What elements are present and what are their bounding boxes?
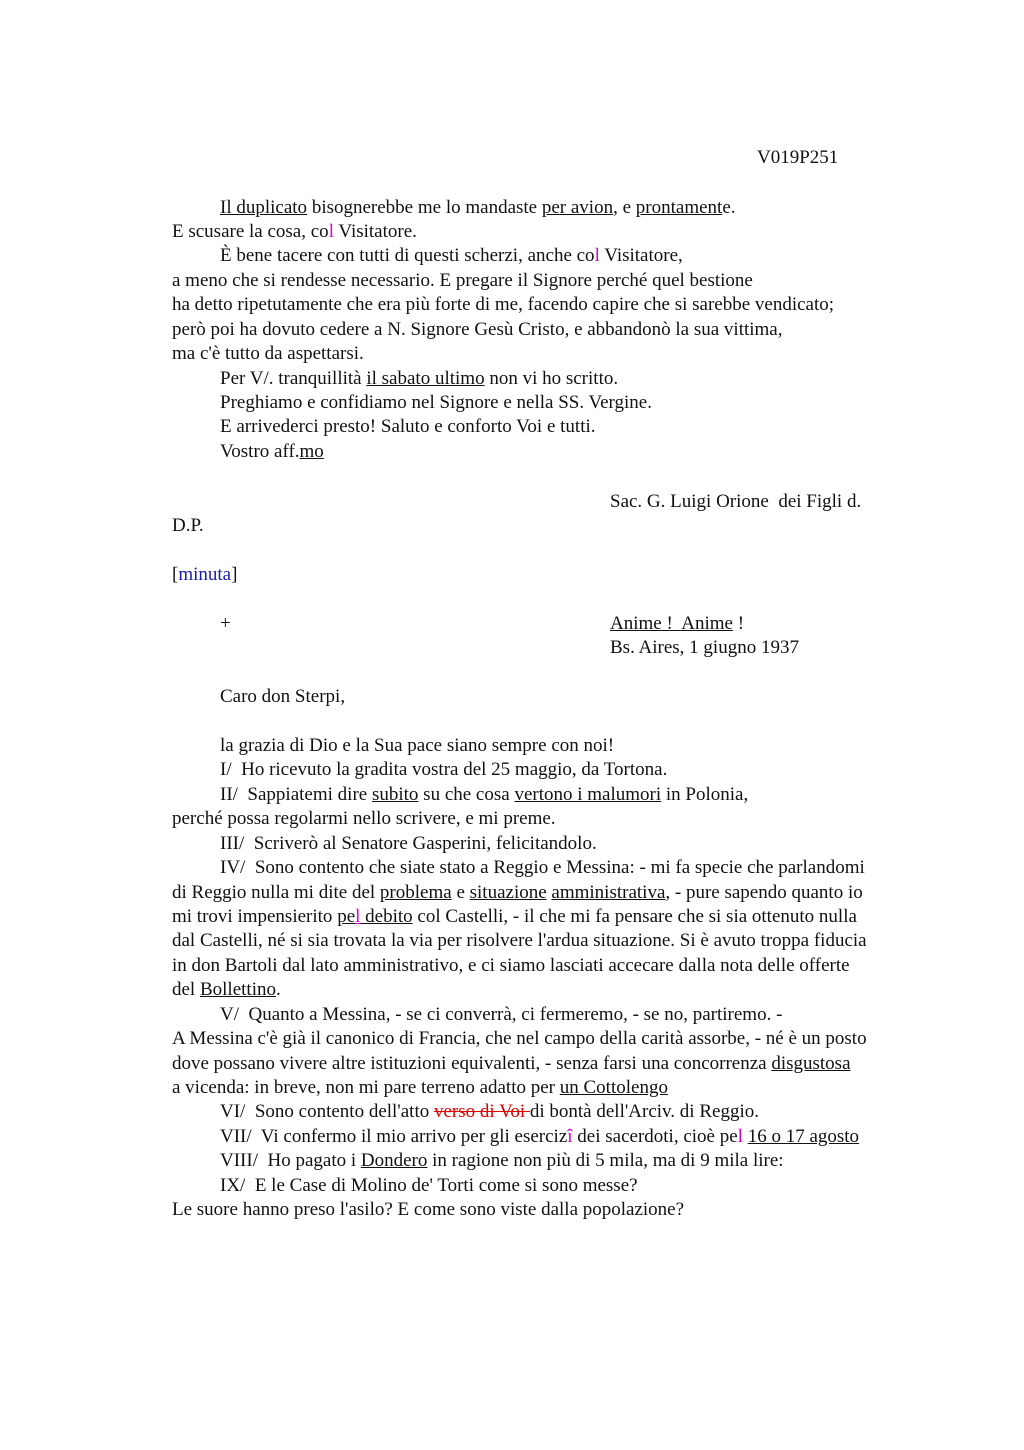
text-span: di Reggio nulla mi dite del xyxy=(172,882,380,903)
text-line xyxy=(220,440,324,464)
text-line: Le suore hanno preso l'asilo? E come sono viste dalla popolazione? xyxy=(172,1199,685,1220)
text-line xyxy=(220,1125,859,1149)
text-span: Per V/. tranquillità xyxy=(220,368,367,389)
correction-letter: l xyxy=(594,245,600,266)
text-span: mi trovi impensierito xyxy=(172,906,338,927)
text-line: ha detto ripetutamente che era più forte di me, facendo capire che si sarebbe vendicato; xyxy=(172,294,835,315)
text-span: . xyxy=(275,979,281,1000)
text-line: Preghiamo e confidiamo nel Signore e nella SS. Vergine. xyxy=(220,392,652,413)
text-line xyxy=(220,244,683,268)
text-span: dei sacerdoti, cioè pe xyxy=(572,1126,738,1147)
text-span: È bene tacere con tutti di questi scherzi, anche co xyxy=(220,245,595,266)
underlined-text: amministrativa xyxy=(551,882,666,903)
text-line: IV/ Sono contento che siate stato a Reggio e Messina: - mi fa specie che parlandomi xyxy=(220,857,865,878)
text-line xyxy=(220,367,618,391)
text-span: II/ Sappiatemi dire xyxy=(220,784,372,805)
text-span: su che cosa xyxy=(418,784,515,805)
text-span: Vostro aff. xyxy=(220,441,300,462)
text-line xyxy=(172,1076,668,1100)
cross-symbol: + xyxy=(220,613,231,634)
text-span: ! xyxy=(732,613,745,634)
underlined-text: Anime ! Anime xyxy=(610,613,733,634)
underlined-text: Dondero xyxy=(360,1150,428,1171)
text-span: bisognerebbe me lo mandaste xyxy=(307,197,542,218)
text-line: V/ Quanto a Messina, - se ci converrà, ci fermeremo, - se no, partiremo. - xyxy=(220,1004,783,1025)
minuta-word: minuta xyxy=(178,564,232,585)
underlined-text: per avion xyxy=(541,197,614,218)
underlined-text: mo xyxy=(299,441,324,462)
text-span: e. xyxy=(722,197,736,218)
underlined-text: vertono i malumori xyxy=(514,784,662,805)
underlined-text: situazione xyxy=(469,882,547,903)
text-line xyxy=(220,1100,759,1124)
text-line xyxy=(220,783,748,807)
motto xyxy=(610,612,744,636)
underlined-text: un Cottolengo xyxy=(559,1077,668,1098)
text-span: del xyxy=(172,979,200,1000)
underlined-text: Il duplicato xyxy=(220,197,308,218)
bracket: [ xyxy=(172,564,179,585)
text-span: Visitatore. xyxy=(333,221,417,242)
underlined-text: 16 o 17 agosto xyxy=(747,1126,860,1147)
text-line: ma c'è tutto da aspettarsi. xyxy=(172,343,364,364)
text-span: VIII/ Ho pagato i xyxy=(220,1150,361,1171)
text-line xyxy=(172,978,281,1002)
correction-letter: l xyxy=(737,1126,743,1147)
underlined-text: problema xyxy=(379,882,452,903)
underlined-text: il sabato ultimo xyxy=(366,368,485,389)
underlined-text: debito xyxy=(360,906,413,927)
text-span: in Polonia, xyxy=(661,784,749,805)
text-span: dove possano vivere altre istituzioni equivalenti, - senza farsi una concorrenza xyxy=(172,1053,772,1074)
text-line: dal Castelli, né si sia trovata la via per risolvere l'ardua situazione. Si è avuto troppa fiducia xyxy=(172,930,867,951)
text-span: , e xyxy=(613,197,636,218)
bracket: ] xyxy=(231,564,238,585)
text-span: in ragione non più di 5 mila, ma di 9 mila lire: xyxy=(427,1150,784,1171)
salutation: Caro don Sterpi, xyxy=(220,686,346,707)
signature-continued: D.P. xyxy=(172,515,204,536)
text-span: , - pure sapendo quanto io xyxy=(665,882,863,903)
text-line xyxy=(172,1052,851,1076)
text-line xyxy=(172,220,417,244)
text-span: VI/ Sono contento dell'atto xyxy=(220,1101,434,1122)
text-line: a meno che si rendesse necessario. E pregare il Signore perché quel bestione xyxy=(172,270,753,291)
struck-text: verso di Voi xyxy=(433,1101,530,1122)
text-line: perché possa regolarmi nello scrivere, e mi preme. xyxy=(172,808,556,829)
text-span: non vi ho scritto. xyxy=(484,368,619,389)
correction-letter: î xyxy=(567,1126,573,1147)
underlined-text: disgustosa xyxy=(771,1053,851,1074)
underlined-text: pe xyxy=(337,906,356,927)
signature: Sac. G. Luigi Orione dei Figli d. xyxy=(610,491,862,512)
text-line xyxy=(220,1149,784,1173)
correction-letter: l xyxy=(355,906,361,927)
text-line xyxy=(172,881,863,905)
correction-letter: l xyxy=(328,221,334,242)
place-date: Bs. Aires, 1 giugno 1937 xyxy=(610,637,799,658)
text-span: a vicenda: in breve, non mi pare terreno adatto per xyxy=(172,1077,560,1098)
text-line: IX/ E le Case di Molino de' Torti come si sono messe? xyxy=(220,1175,638,1196)
text-line: III/ Scriverò al Senatore Gasperini, felicitandolo. xyxy=(220,833,597,854)
text-line xyxy=(172,905,857,929)
text-line: la grazia di Dio e la Sua pace siano sempre con noi! xyxy=(220,735,615,756)
text-line: in don Bartoli dal lato amministrativo, e ci siamo lasciati accecare dalla nota delle offerte xyxy=(172,955,850,976)
underlined-text: prontament xyxy=(635,197,723,218)
text-line: I/ Ho ricevuto la gradita vostra del 25 maggio, da Tortona. xyxy=(220,759,668,780)
page-code: V019P251 xyxy=(757,147,839,168)
underlined-text: Bollettino xyxy=(199,979,276,1000)
text-line: E arrivederci presto! Saluto e conforto Voi e tutti. xyxy=(220,416,596,437)
text-span: col Castelli, - il che mi fa pensare che si sia ottenuto nulla xyxy=(412,906,857,927)
text-span: e xyxy=(451,882,470,903)
text-span: VII/ Vi confermo il mio arrivo per gli eserciz xyxy=(220,1126,568,1147)
text-span: E scusare la cosa, co xyxy=(172,221,329,242)
text-span: Visitatore, xyxy=(599,245,683,266)
text-span: di bontà dell'Arciv. di Reggio. xyxy=(529,1101,759,1122)
minuta-label xyxy=(172,563,237,587)
text-line: A Messina c'è già il canonico di Francia, che nel campo della carità assorbe, - né è un posto xyxy=(172,1028,867,1049)
text-line xyxy=(220,196,736,220)
text-line: però poi ha dovuto cedere a N. Signore Gesù Cristo, e abbandonò la sua vittima, xyxy=(172,319,783,340)
underlined-text: subito xyxy=(371,784,419,805)
